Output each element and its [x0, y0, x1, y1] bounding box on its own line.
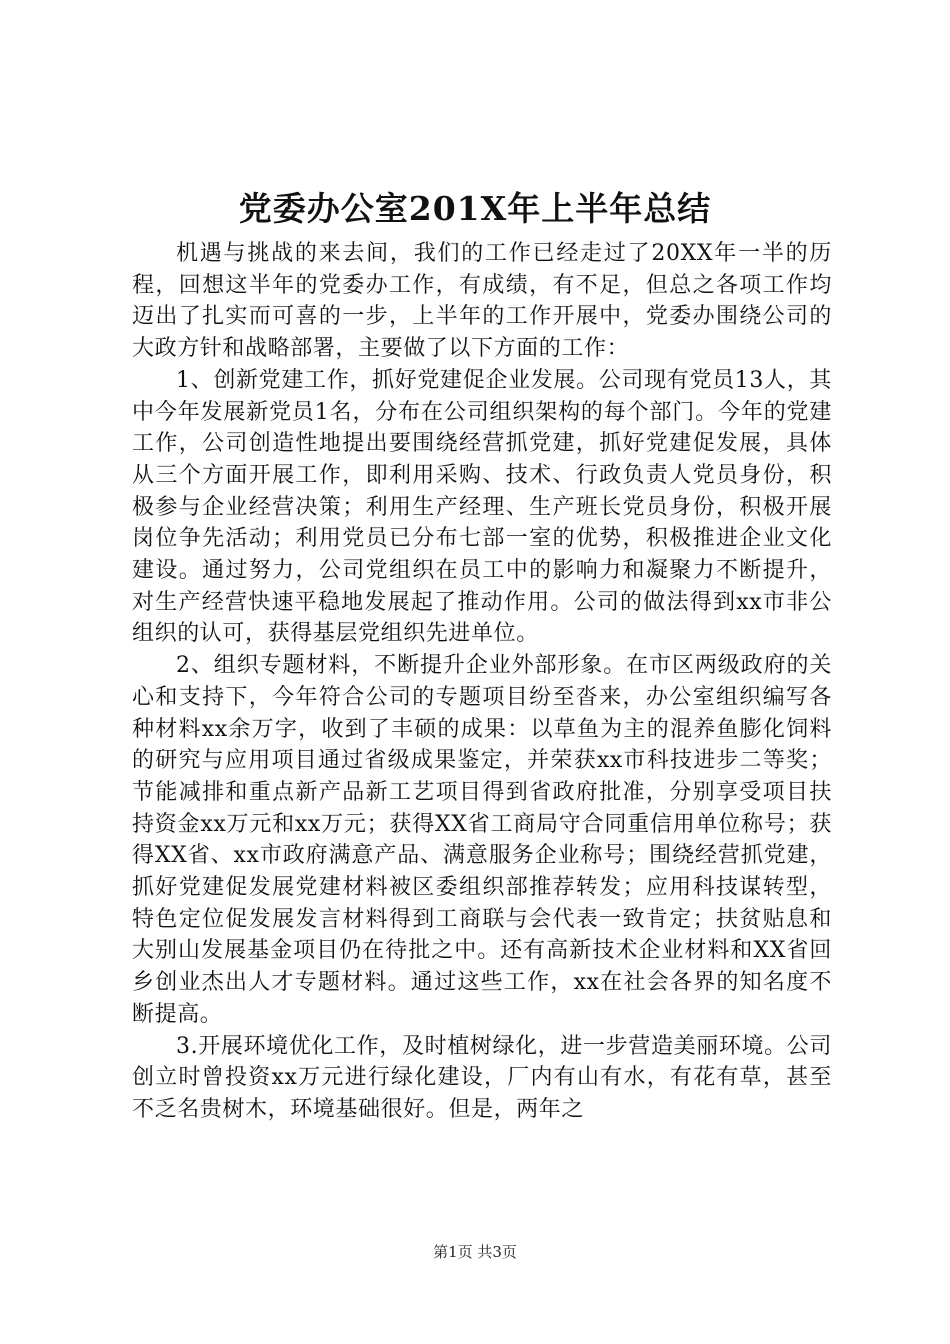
- document-title: 党委办公室201X年上半年总结: [238, 189, 712, 228]
- paragraph-party-building: 1、创新党建工作，抓好党建促企业发展。公司现有党员13人，其中今年发展新党员1名，分布在公司组织架构的每个部门。今年的党建工作，公司创造性地提出要围绕经营抓党建，抓好党建促发展，具体从三个方面开展工作，即利用采购、技术、行政负责人党员身份，积极参与企业经营决策；利用生产经理、生产班长党员身份，积极开展岗位争先活动；利用党员已分布七部一室的优势，积极推进企业文化建设。通过努力，公司党组织在员工中的影响力和凝聚力不断提升，对生产经营快速平稳地发展起了推动作用。公司的做法得到xx市非公组织的认可，获得基层党组织先进单位。: [132, 367, 832, 647]
- paragraph-intro: 机遇与挑战的来去间，我们的工作已经走过了20XX年一半的历程，回想这半年的党委办工作，有成绩，有不足，但总之各项工作均迈出了扎实而可喜的一步，上半年的工作开展中，党委办围绕公司的大政方针和战略部署，主要做了以下方面的工作：: [132, 241, 832, 362]
- paragraph-special-materials: 2、组织专题材料，不断提升企业外部形象。在市区两级政府的关心和支持下，今年符合公司的专题项目纷至沓来，办公室组织编写各种材料xx余万字，收到了丰硕的成果：以草鱼为主的混养鱼膨化饲料的研究与应用项目通过省级成果鉴定，并荣获xx市科技进步二等奖；节能减排和重点新产品新工艺项目得到省政府批准，分别享受项目扶持资金xx万元和xx万元；获得XX省工商局守合同重信用单位称号；获得XX省、xx市政府满意产品、满意服务企业称号；围绕经营抓党建，抓好党建促发展党建材料被区委组织部推荐转发；应用科技谋转型，特色定位促发展发言材料得到工商联与会代表一致肯定；扶贫贴息和大别山发展基金项目仍在待批之中。还有高新技术企业材料和XX省回乡创业杰出人才专题材料。通过这些工作，xx在社会各界的知名度不断提高。: [132, 653, 832, 1027]
- page-number-footer: 第1页 共3页: [433, 1243, 517, 1261]
- paragraph-environment: 3.开展环境优化工作，及时植树绿化，进一步营造美丽环境。公司创立时曾投资xx万元进行绿化建设，厂内有山有水，有花有草，甚至不乏名贵树木，环境基础很好。但是，两年之: [132, 1033, 832, 1122]
- document-body: [132, 238, 832, 1126]
